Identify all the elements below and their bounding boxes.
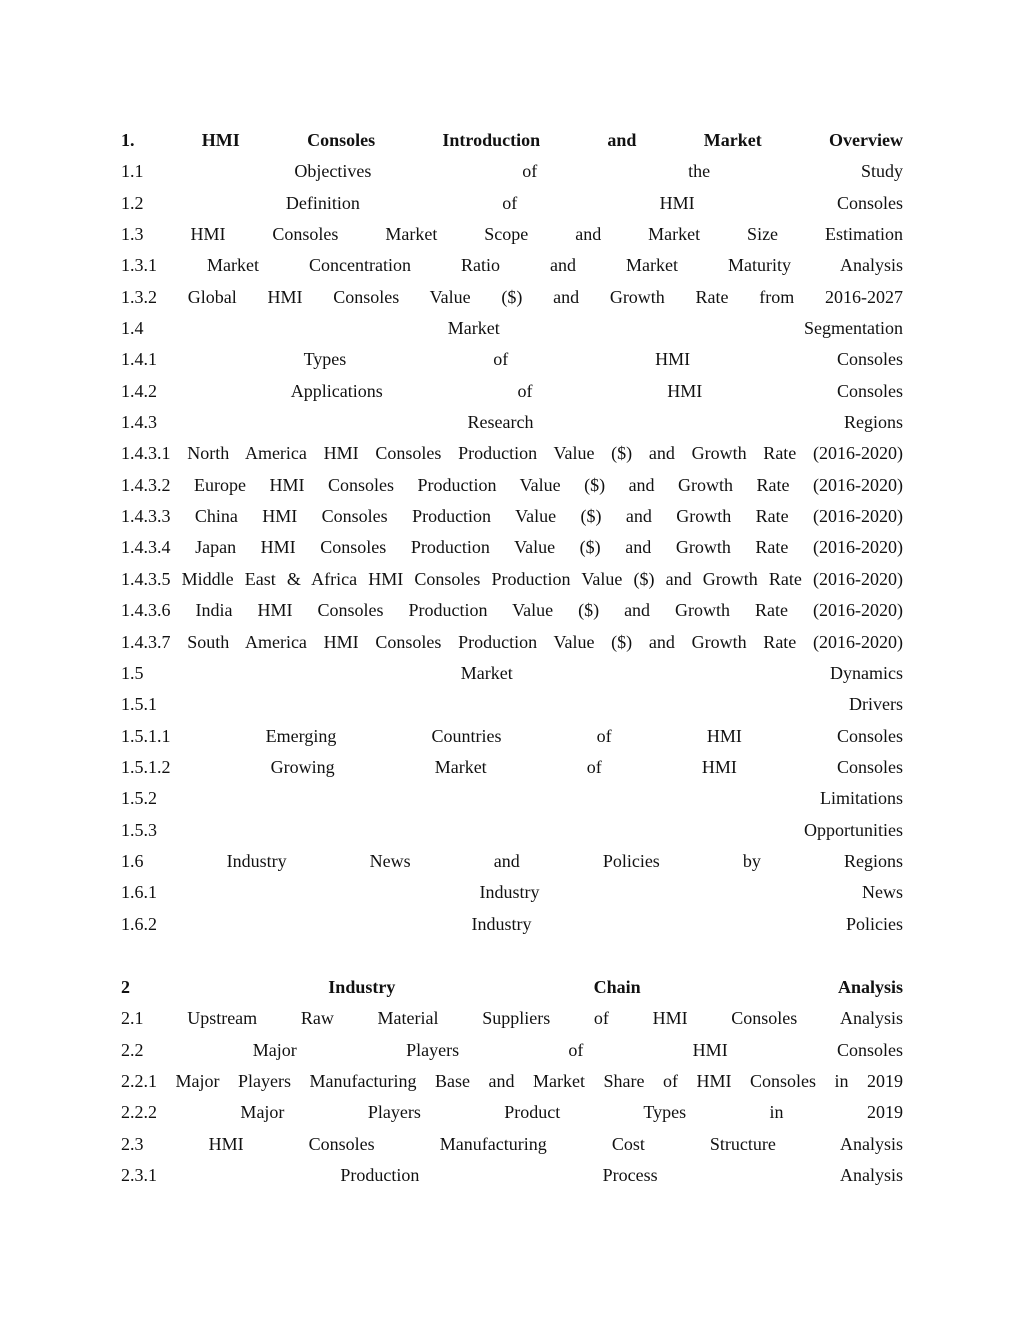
- toc-entry: 1.4.3.2 Europe HMI Consoles Production Value ($) and Growth Rate (2016-2020): [121, 474, 903, 495]
- section-heading: 2 Industry Chain Analysis: [121, 976, 903, 997]
- toc-entry: 1.5 Market Dynamics: [121, 662, 903, 683]
- toc-entry: 1.2 Definition of HMI Consoles: [121, 192, 903, 213]
- toc-entry: 1.6.1 Industry News: [121, 882, 903, 903]
- toc-entry: 1.4.3.3 China HMI Consoles Production Value ($) and Growth Rate (2016-2020): [121, 506, 903, 527]
- toc-entry: 1.4.1 Types of HMI Consoles: [121, 349, 903, 370]
- toc-entry: 1.4.3.7 South America HMI Consoles Production Value ($) and Growth Rate (2016-2020): [121, 631, 903, 652]
- toc-entry: 1.6 Industry News and Policies by Regions: [121, 850, 903, 871]
- toc-entry: 1.5.1.1 Emerging Countries of HMI Consoles: [121, 725, 903, 746]
- toc-entry: 1.3.1 Market Concentration Ratio and Market Maturity Analysis: [121, 255, 903, 276]
- toc-entry: 1.4.3.1 North America HMI Consoles Production Value ($) and Growth Rate (2016-2020): [121, 443, 903, 464]
- toc-entry: 2.2.1 Major Players Manufacturing Base and Market Share of HMI Consoles in 2019: [121, 1070, 903, 1091]
- toc-entry: 1.5.1.2 Growing Market of HMI Consoles: [121, 756, 903, 777]
- section-heading: 1. HMI Consoles Introduction and Market Overview: [121, 130, 903, 150]
- toc-entry: 1.4.3.4 Japan HMI Consoles Production Value ($) and Growth Rate (2016-2020): [121, 537, 903, 558]
- toc-entry: 2.3.1 Production Process Analysis: [121, 1165, 903, 1185]
- toc-entry: 1.4.3.6 India HMI Consoles Production Value ($) and Growth Rate (2016-2020): [121, 600, 903, 621]
- toc-entry: 1.3 HMI Consoles Market Scope and Market Size Estimation: [121, 224, 903, 245]
- toc-entry: 2.2 Major Players of HMI Consoles: [121, 1039, 903, 1060]
- toc-entry: 2.2.2 Major Players Product Types in 2019: [121, 1102, 903, 1123]
- toc-entry: 1.6.2 Industry Policies: [121, 913, 903, 934]
- toc-entry: 1.4.3.5 Middle East & Africa HMI Consoles Production Value ($) and Growth Rate (2016-2020): [121, 568, 903, 589]
- toc-entry: 2.3 HMI Consoles Manufacturing Cost Structure Analysis: [121, 1133, 903, 1154]
- toc-entry: 1.5.2 Limitations: [121, 788, 903, 809]
- toc-entry: 1.5.3 Opportunities: [121, 819, 903, 840]
- toc-entry: 1.4.3 Research Regions: [121, 412, 903, 433]
- toc-entry: 2.1 Upstream Raw Material Suppliers of HMI Consoles Analysis: [121, 1008, 903, 1029]
- table-of-contents: [121, 125, 903, 1191]
- toc-entry: 1.1 Objectives of the Study: [121, 161, 903, 182]
- toc-entry: 1.4.2 Applications of HMI Consoles: [121, 380, 903, 401]
- toc-entry: 1.4 Market Segmentation: [121, 318, 903, 339]
- toc-entry: 1.3.2 Global HMI Consoles Value ($) and Growth Rate from 2016-2027: [121, 286, 903, 307]
- toc-entry: 1.5.1 Drivers: [121, 694, 903, 715]
